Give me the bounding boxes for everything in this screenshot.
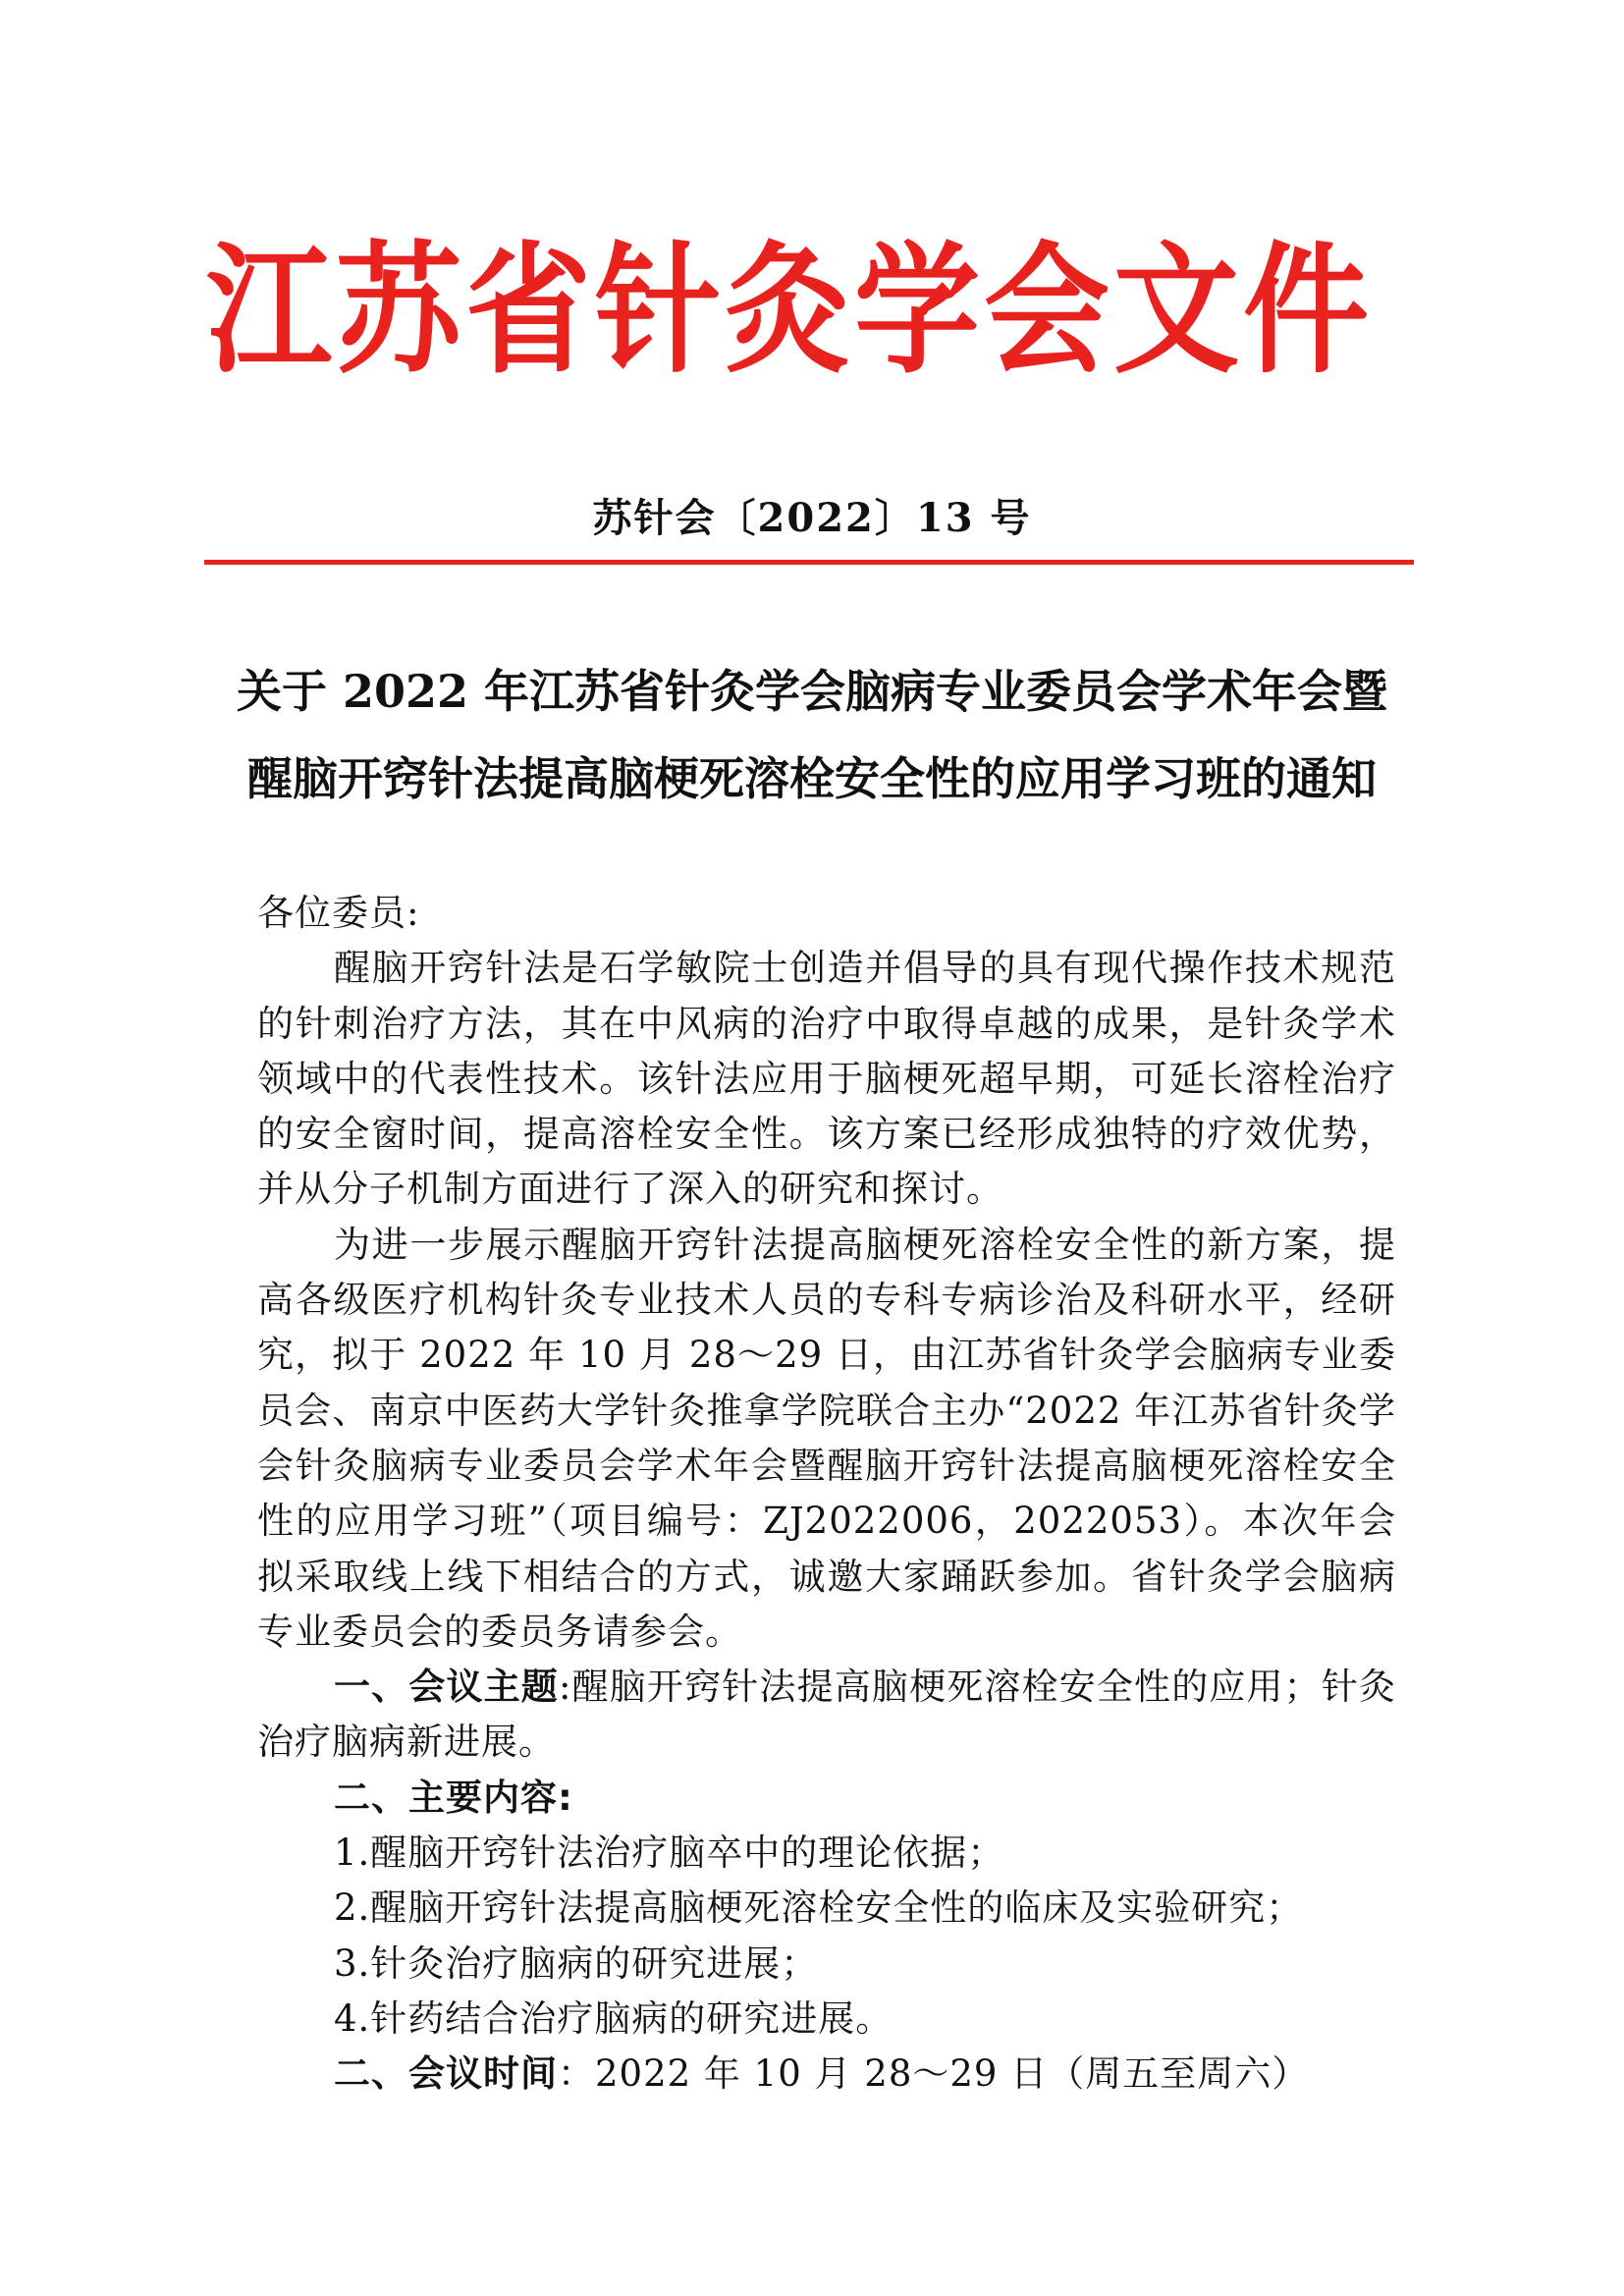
- section-time-heading: 二、会议时间: [334, 2052, 558, 2096]
- salutation: 各位委员:: [257, 892, 420, 934]
- paragraph-intro: 醒脑开窍针法是石学敏院士创造并倡导的具有现代操作技术规范的针刺治疗方法，其在中风病的治疗中取得卓越的成果，是针灸学术领域中的代表性技术。该针法应用于脑梗死超早期，可延长溶栓治疗的安全窗时间，提高溶栓安全性。该方案已经形成独特的疗效优势，并从分子机制方面进行了深入的研究和探讨。: [257, 947, 1396, 1211]
- list-item: 3.针灸治疗脑病的研究进展；: [334, 1941, 819, 1985]
- red-divider-line: [204, 560, 1414, 565]
- section-time: [257, 2047, 1396, 2102]
- notice-body: [257, 886, 1396, 2103]
- section-content-heading-text: 二、主要内容:: [334, 1776, 573, 1819]
- list-item: 4.针药结合治疗脑病的研究进展。: [334, 1996, 893, 2040]
- masthead-title: 江苏省针灸学会文件: [206, 229, 1374, 394]
- notice-title-line-1: 关于 2022 年江苏省针灸学会脑病专业委员会学术年会暨: [236, 665, 1388, 718]
- list-item: 2.醒脑开窍针法提高脑梗死溶栓安全性的临床及实验研究；: [334, 1886, 1304, 1930]
- section-theme-heading: 一、会议主题: [334, 1666, 559, 1709]
- section-theme: [257, 1660, 1396, 1771]
- notice-title-line-2: 醒脑开窍针法提高脑梗死溶栓安全性的应用学习班的通知: [247, 752, 1377, 805]
- document-number: 苏针会〔2022〕13 号: [592, 495, 1032, 541]
- section-content-heading: [257, 1771, 1396, 1826]
- list-item: 1.醒脑开窍针法治疗脑卒中的理论依据；: [334, 1831, 1005, 1875]
- paragraph-purpose: 为进一步展示醒脑开窍针法提高脑梗死溶栓安全性的新方案，提高各级医疗机构针灸专业技术人员的专科专病诊治及科研水平，经研究，拟于 2022 年 10 月 28～29 日，由江苏省针灸学会脑病专业委员会、南京中医药大学针灸推拿学院联合主办“2022 年江苏省针灸学会针灸脑病专业委员会学术年会暨醒脑开窍针法提高脑梗死溶栓安全性的应用学习班”（项目编号：ZJ2022006，2022053）。本次年会拟采取线上线下相结合的方式，诚邀大家踊跃参加。省针灸学会脑病专业委员会的委员务请参会。: [257, 1223, 1396, 1653]
- section-time-text: ：2022 年 10 月 28～29 日（周五至周六）: [558, 2052, 1310, 2096]
- section-theme-text: :醒脑开窍针法提高脑梗死溶栓安全性的应用；针灸治疗脑病新进展。: [257, 1666, 1397, 1764]
